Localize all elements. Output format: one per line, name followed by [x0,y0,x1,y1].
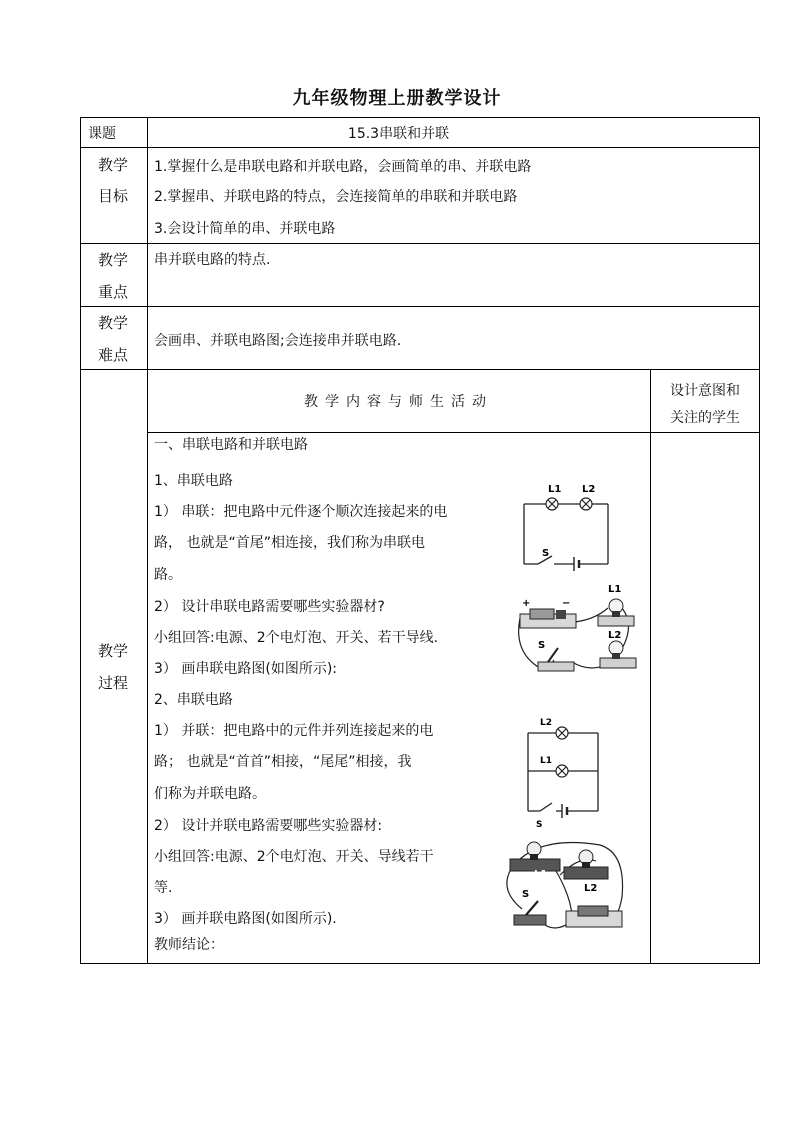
parallel-photo-s: S [522,889,530,900]
parallel-definition-3: 们称为并联电路。 [154,786,266,802]
side-header-1: 设计意图和 [670,383,740,399]
side-header-2: 关注的学生 [670,410,740,426]
series-photo-minus: − [562,598,571,609]
goals-label-1: 教学 [97,156,128,174]
series-definition-1: 1） 串联：把电路中元件逐个顺次连接起来的电 [154,504,448,520]
parallel-answer-1: 小组回答:电源、2个电灯泡、开关、导线若干 [154,849,434,865]
series-title: 1、串联电路 [154,473,233,489]
parallel-circuit-photo [500,835,634,935]
goals-label-2: 目标 [97,187,128,205]
parallel-title: 2、串联电路 [154,692,233,708]
goal-item-1: 1.掌握什么是串联电路和并联电路，会画简单的串、并联电路 [154,159,532,175]
parallel-photo-l1: L1 [534,869,548,880]
section-heading: 一、串联电路和并联电路 [154,437,308,453]
key-label-1: 教学 [97,251,128,269]
series-draw-instruction: 3） 画串联电路图(如图所示): [154,661,337,677]
parallel-answer-2: 等. [154,880,173,896]
difficult-label-2: 难点 [97,346,128,364]
series-answer: 小组回答:电源、2个电灯泡、开关、若干导线. [154,630,439,646]
process-header: 教学内容与师生活动 [304,394,493,410]
series-photo-l1: L1 [608,584,622,595]
series-circuit-diagram [512,476,616,576]
series-l2-label: L2 [582,484,596,495]
series-photo-l2: L2 [608,630,622,641]
difficult-label-1: 教学 [97,314,128,332]
process-label-2: 过程 [97,674,128,692]
parallel-s-label: S [536,820,543,830]
process-label-1: 教学 [97,642,128,660]
parallel-definition-1: 1） 并联：把电路中的元件并列连接起来的电 [154,723,434,739]
series-definition-3: 路。 [154,567,182,583]
key-label-2: 重点 [97,283,128,301]
goal-item-2: 2.掌握串、并联电路的特点，会连接简单的串联和并联电路 [154,189,518,205]
series-l1-label: L1 [548,484,562,495]
parallel-definition-2: 路； 也就是“首首”相接，“尾尾”相接，我 [154,754,412,770]
difficult-point-text: 会画串、并联电路图;会连接串并联电路. [154,333,402,349]
series-photo-plus: + [522,598,531,609]
parallel-photo-l2: L2 [584,883,598,894]
parallel-l1-label: L1 [540,756,552,766]
teacher-conclusion: 教师结论： [154,937,224,953]
parallel-question: 2） 设计并联电路需要哪些实验器材: [154,818,383,834]
parallel-circuit-diagram [520,715,604,830]
goal-item-3: 3.会设计简单的串、并联电路 [154,221,336,237]
series-definition-2: 路， 也就是“首尾”相连接，我们称为串联电 [154,535,425,551]
parallel-draw-instruction: 3） 画并联电路图(如图所示). [154,911,337,927]
series-s-label: S [542,548,550,559]
series-circuit-photo [512,578,640,678]
parallel-l2-label: L2 [540,718,552,728]
topic-label: 课题 [88,126,116,142]
series-question: 2） 设计串联电路需要哪些实验器材? [154,599,385,615]
topic-value: 15.3串联和并联 [347,126,450,142]
page-title: 九年级物理上册教学设计 [292,88,502,109]
key-point-text: 串并联电路的特点. [154,252,271,268]
series-photo-s: S [538,640,546,651]
